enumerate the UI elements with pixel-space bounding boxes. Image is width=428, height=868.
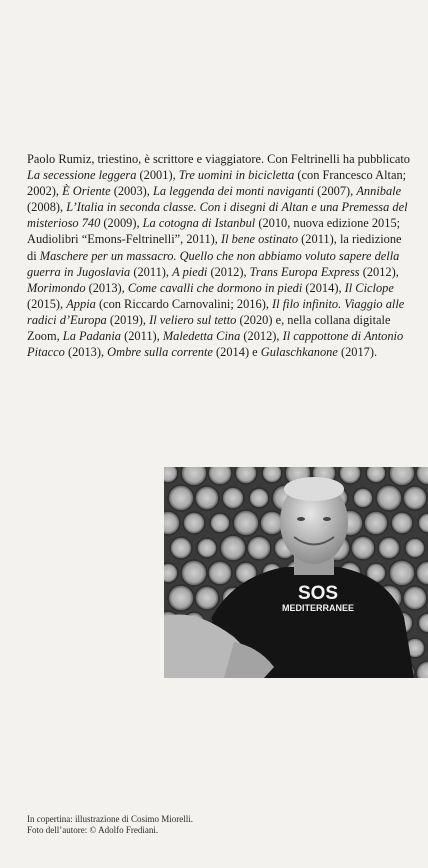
bio-text: (2019),: [106, 312, 150, 327]
bio-text: (2010, nuova edizione 2015; Audiolibri “Emons-Feltrinelli”, 2011),: [27, 216, 401, 247]
bio-text: (2017).: [337, 345, 378, 360]
bio-text: (2020) e, nella collana digitale Zoom,: [27, 312, 391, 344]
bio-text: (2007),: [314, 184, 357, 199]
shirt-text-mediterranee: MEDITERRANEE: [281, 603, 355, 613]
book-title: Gulaschkanone: [260, 345, 338, 360]
book-title: Annibale: [356, 184, 402, 199]
bio-text: Paolo Rumiz, triestino, è scrittore e viaggiatore. Con Feltrinelli ha pubblicato: [27, 152, 410, 166]
author-photo-image: [164, 467, 428, 678]
bio-text: (con Riccardo Carnovalini; 2016),: [95, 296, 273, 311]
book-title: Il veliero sul tetto: [149, 312, 237, 327]
book-title: L’Italia in seconda classe. Con i disegni di Altan e una Premessa del misterioso 740: [27, 200, 408, 231]
book-title: Il filo infinito. Viaggio alle radici d’Europa: [27, 296, 405, 327]
book-title: Maschere per un massacro. Quello che non abbiamo voluto sapere della guerra in Jugoslavia: [27, 248, 400, 279]
book-title: Come cavalli che dormono in piedi: [127, 280, 303, 295]
bio-text: (2013),: [85, 280, 128, 295]
shirt-text-sos: SOS: [297, 583, 339, 604]
author-photo: [164, 467, 428, 678]
book-title: Tre uomini in bicicletta: [178, 168, 295, 183]
book-title: Ombre sulla corrente: [107, 345, 213, 360]
bio-text: (2013),: [64, 345, 108, 360]
bio-text: (2012),: [207, 264, 250, 279]
book-title: È Oriente: [62, 184, 111, 199]
credits: [27, 814, 193, 836]
bio-text: (2011),: [130, 264, 173, 279]
bio-text: (2015),: [27, 296, 67, 311]
author-photo-credit: Foto dell’autore: © Adolfo Frediani.: [27, 825, 159, 835]
book-title: Il cappottone di Antonio Pitacco: [27, 329, 404, 360]
bio-text: (2008),: [27, 200, 67, 215]
bio-text: (con Francesco Altan; 2002),: [27, 168, 407, 199]
author-biography: [27, 151, 411, 360]
bio-text: (2014),: [302, 280, 345, 295]
bio-text: (2012),: [240, 329, 283, 344]
book-title: Maledetta Cina: [162, 329, 241, 344]
bio-text: (2009),: [100, 216, 143, 231]
bio-text: (2001),: [136, 168, 179, 183]
book-title: Il bene ostinato: [220, 232, 299, 247]
book-title: Trans Europa Express: [249, 264, 360, 279]
bio-text: (2012),: [359, 264, 399, 279]
book-title: La cotogna di Istanbul: [142, 216, 256, 231]
bio-text: (2003),: [110, 184, 153, 199]
bio-text: (2014) e: [212, 345, 261, 360]
book-title: Il Ciclope: [344, 280, 394, 295]
bio-text: (2011),: [120, 329, 163, 344]
book-title: La Padania: [62, 329, 121, 344]
book-title: A piedi: [172, 264, 208, 279]
book-title: La secessione leggera: [27, 168, 137, 183]
book-title: La leggenda dei monti naviganti: [152, 184, 315, 199]
book-title: Appia: [66, 296, 96, 311]
bio-text: (2011), la riedizione di: [27, 232, 402, 263]
cover-credit: In copertina: illustrazione di Cosimo Miorelli.: [27, 814, 193, 824]
book-title: Morimondo: [27, 280, 86, 295]
